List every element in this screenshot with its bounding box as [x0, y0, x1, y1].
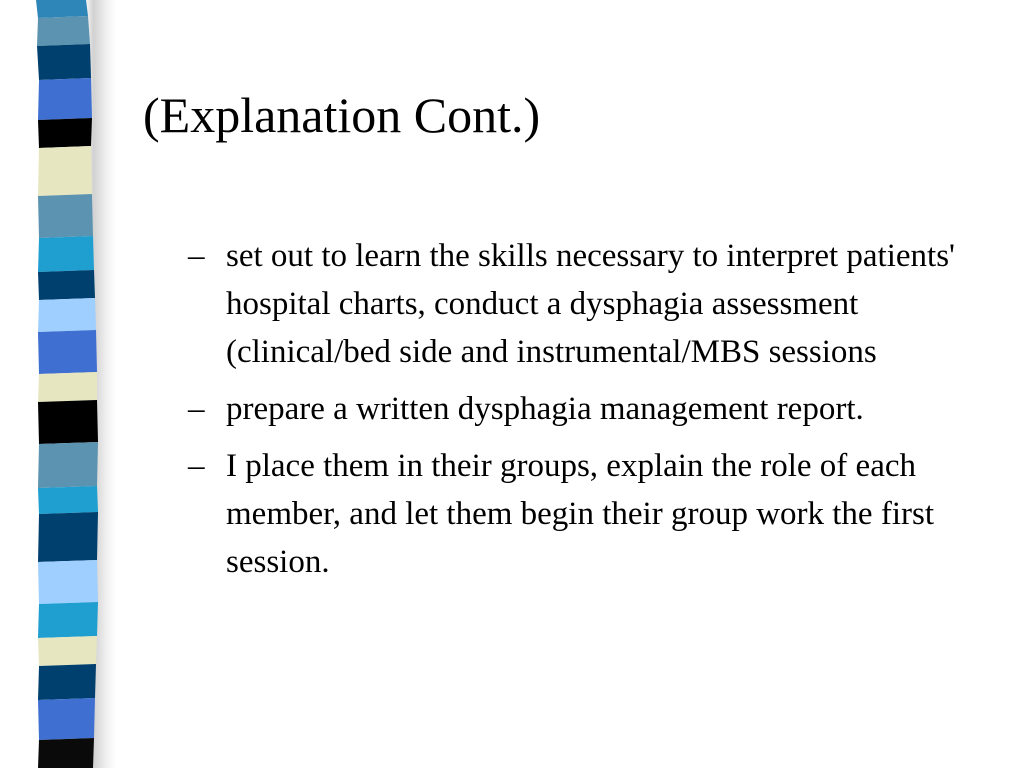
bullet-text: I place them in their groups, explain the role of each member, and let them begin their group work the first session.: [226, 448, 934, 580]
slide-title: (Explanation Cont.): [143, 87, 541, 143]
bullet-marker: –: [188, 391, 205, 427]
bullet-marker: –: [188, 238, 205, 274]
decorative-stripe: [36, 0, 98, 768]
bullet-list: [188, 232, 988, 595]
bullet-marker: –: [188, 448, 205, 484]
bullet-text: prepare a written dysphagia management report.: [226, 391, 864, 427]
bullet-item: [188, 442, 988, 586]
bullet-text: set out to learn the skills necessary to interpret patients' hospital charts, conduct a dysphagia assessment (clinical/bed side and instrumental/MBS sessions: [226, 238, 955, 370]
bullet-item: [188, 385, 988, 433]
bullet-item: [188, 232, 988, 376]
